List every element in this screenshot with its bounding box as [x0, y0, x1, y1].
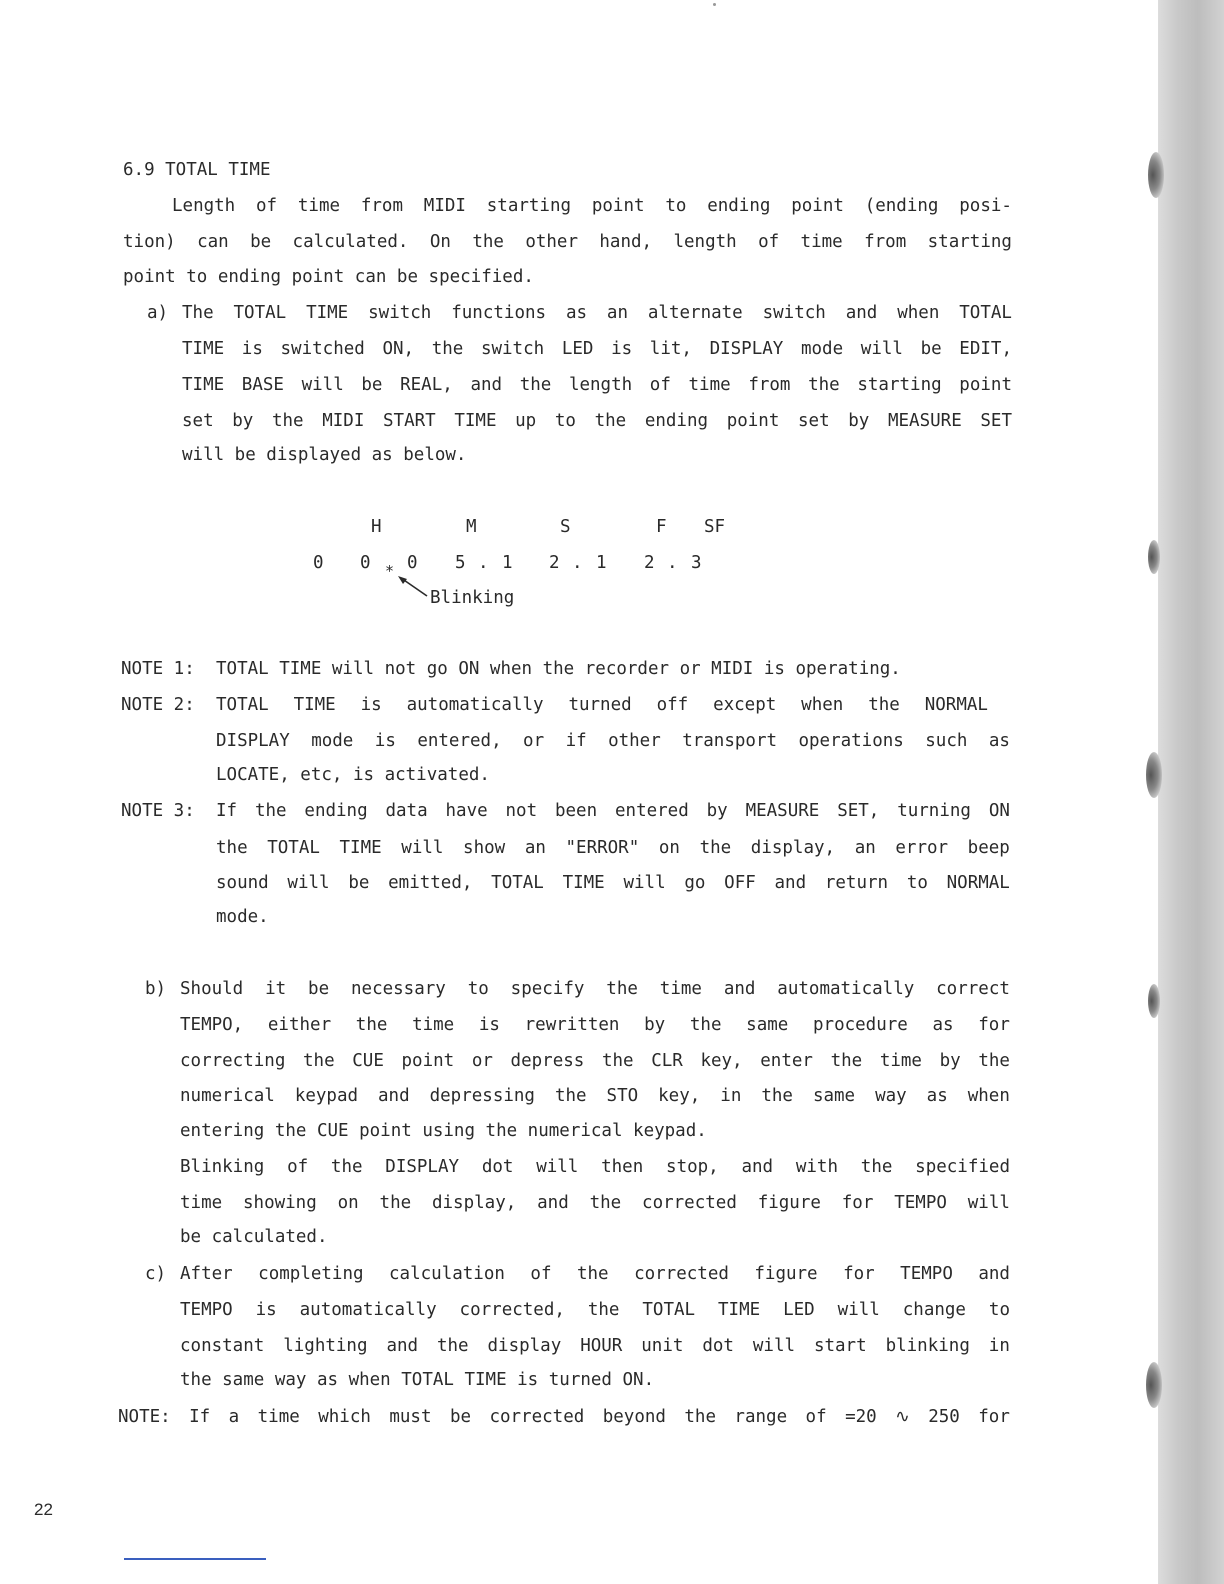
display-header-s: S [560, 517, 571, 537]
display-digit: 1 [502, 553, 513, 573]
note-3-label: NOTE 3: [121, 801, 195, 821]
display-digit: 0 [407, 553, 418, 573]
display-digit: 0 [313, 553, 324, 573]
display-header-f: F [656, 517, 667, 537]
intro-line-2: tion) can be calculated. On the other hand, length of time from starting [123, 232, 1012, 252]
item-b-line-6: Blinking of the DISPLAY dot will then stop, and with the specified [180, 1157, 1010, 1177]
item-b-line-5: entering the CUE point using the numerical keypad. [180, 1121, 707, 1141]
note-1-line-1: TOTAL TIME will not go ON when the recorder or MIDI is operating. [216, 659, 901, 679]
display-digit: 2 [549, 553, 560, 573]
display-digit: 2 [644, 553, 655, 573]
item-b-line-8: be calculated. [180, 1227, 328, 1247]
footer-rule [124, 1558, 266, 1560]
item-c-line-3: constant lighting and the display HOUR unit dot will start blinking in [180, 1336, 1010, 1356]
blinking-arrow-icon [395, 574, 431, 600]
item-a-line-2: TIME is switched ON, the switch LED is lit, DISPLAY mode will be EDIT, [182, 339, 1012, 359]
note-2-label: NOTE 2: [121, 695, 195, 715]
page-number: 22 [34, 1500, 53, 1519]
display-dot: . [667, 553, 678, 573]
note-1-label: NOTE 1: [121, 659, 195, 679]
note-3-line-4: mode. [216, 907, 269, 927]
note-2-line-2: DISPLAY mode is entered, or if other transport operations such as [216, 731, 1010, 751]
note-2-line-3: LOCATE, etc, is activated. [216, 765, 490, 785]
item-c-line-1: After completing calculation of the corrected figure for TEMPO and [180, 1264, 1010, 1284]
final-note: NOTE: If a time which must be corrected beyond the range of =20 ∿ 250 for [118, 1407, 1010, 1427]
binder-hole [1148, 152, 1164, 198]
display-digit: 1 [596, 553, 607, 573]
item-b-line-7: time showing on the display, and the corrected figure for TEMPO will [180, 1193, 1010, 1213]
speck [713, 3, 716, 6]
item-a-line-1: The TOTAL TIME switch functions as an alternate switch and when TOTAL [182, 303, 1012, 323]
binding-edge [1158, 0, 1224, 1584]
item-c-label: c) [145, 1264, 167, 1284]
item-a-line-4: set by the MIDI START TIME up to the ending point set by MEASURE SET [182, 411, 1012, 431]
item-b-line-3: correcting the CUE point or depress the CLR key, enter the time by the [180, 1051, 1010, 1071]
note-3-line-3: sound will be emitted, TOTAL TIME will go OFF and return to NORMAL [216, 873, 1010, 893]
item-a-line-3: TIME BASE will be REAL, and the length of time from the starting point [182, 375, 1012, 395]
item-a-label: a) [147, 303, 169, 323]
item-c-line-4: the same way as when TOTAL TIME is turned ON. [180, 1370, 655, 1390]
section-heading: 6.9 TOTAL TIME [123, 160, 271, 180]
display-header-m: M [466, 517, 477, 537]
item-b-label: b) [145, 979, 167, 999]
note-3-line-1: If the ending data have not been entered by MEASURE SET, turning ON [216, 801, 1010, 821]
item-c-line-2: TEMPO is automatically corrected, the TOTAL TIME LED will change to [180, 1300, 1010, 1320]
display-dot: . [478, 553, 489, 573]
binder-hole [1148, 984, 1160, 1018]
item-a-line-5: will be displayed as below. [182, 445, 467, 465]
display-dot: . [572, 553, 583, 573]
display-header-sf: SF [704, 517, 726, 537]
intro-line-3: point to ending point can be specified. [123, 267, 534, 287]
binder-hole [1146, 1362, 1162, 1408]
display-digit: 3 [691, 553, 702, 573]
display-digit: 5 [455, 553, 466, 573]
note-3-line-2: the TOTAL TIME will show an "ERROR" on the display, an error beep [216, 838, 1010, 858]
display-blink-star: * [385, 562, 395, 580]
display-digit: 0 [360, 553, 371, 573]
item-b-line-2: TEMPO, either the time is rewritten by the same procedure as for [180, 1015, 1010, 1035]
intro-line-1: Length of time from MIDI starting point to ending point (ending posi- [172, 196, 1012, 216]
display-header-h: H [371, 517, 382, 537]
item-b-line-4: numerical keypad and depressing the STO key, in the same way as when [180, 1086, 1010, 1106]
item-b-line-1: Should it be necessary to specify the time and automatically correct [180, 979, 1010, 999]
note-2-line-1: TOTAL TIME is automatically turned off except when the NORMAL [216, 695, 988, 715]
binder-hole [1146, 752, 1162, 798]
blinking-label: Blinking [430, 588, 515, 608]
binder-hole [1148, 540, 1160, 574]
